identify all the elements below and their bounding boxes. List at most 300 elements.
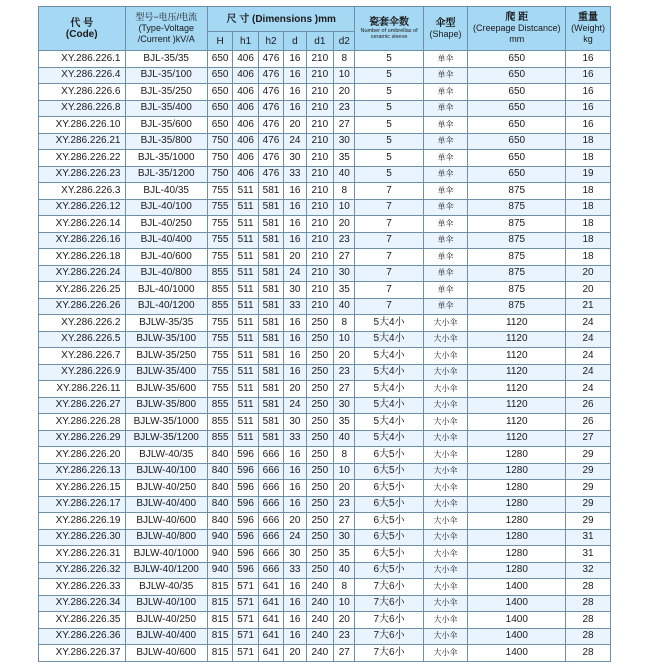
- cell-code: XY.286.226.12: [39, 199, 126, 216]
- cell-h1: 571: [233, 579, 258, 596]
- cell-h1: 406: [233, 67, 258, 84]
- cell-code: XY.286.226.32: [39, 562, 126, 579]
- cell-type: BJL-40/1200: [125, 298, 207, 315]
- cell-type: BJL-35/400: [125, 100, 207, 117]
- header-weight-en: (Weight): [571, 23, 605, 33]
- cell-h2: 476: [258, 166, 283, 183]
- cell-H: 855: [207, 430, 232, 447]
- cell-shape: 单伞: [423, 216, 468, 233]
- cell-code: XY.286.226.7: [39, 348, 126, 365]
- cell-d2: 20: [334, 480, 355, 497]
- cell-weight: 24: [566, 364, 611, 381]
- cell-weight: 24: [566, 381, 611, 398]
- cell-d2: 8: [334, 315, 355, 332]
- cell-code: XY.286.226.34: [39, 595, 126, 612]
- cell-H: 755: [207, 331, 232, 348]
- cell-umbrellas: 5大4小: [355, 381, 423, 398]
- cell-type: BJL-35/100: [125, 67, 207, 84]
- header-umbrellas: [355, 7, 423, 51]
- cell-umbrellas: 5: [355, 67, 423, 84]
- cell-code: XY.286.226.25: [39, 282, 126, 299]
- cell-H: 755: [207, 216, 232, 233]
- cell-creepage: 1280: [468, 496, 566, 513]
- cell-d1: 210: [306, 199, 333, 216]
- table-row: [39, 529, 611, 546]
- header-dim-d2: d2: [334, 32, 355, 51]
- cell-h2: 581: [258, 282, 283, 299]
- cell-d: 16: [284, 51, 306, 68]
- table-row: [39, 315, 611, 332]
- cell-d1: 250: [306, 496, 333, 513]
- cell-code: XY.286.226.1: [39, 51, 126, 68]
- cell-h1: 511: [233, 298, 258, 315]
- cell-d1: 210: [306, 183, 333, 200]
- cell-h2: 641: [258, 645, 283, 662]
- cell-H: 815: [207, 595, 232, 612]
- cell-weight: 28: [566, 579, 611, 596]
- header-shape-en: (Shape): [429, 28, 462, 39]
- table-row: [39, 513, 611, 530]
- cell-type: BJLW-35/400: [125, 364, 207, 381]
- table-row: [39, 595, 611, 612]
- cell-umbrellas: 6大5小: [355, 562, 423, 579]
- cell-d1: 250: [306, 430, 333, 447]
- cell-creepage: 1120: [468, 397, 566, 414]
- cell-d2: 30: [334, 529, 355, 546]
- cell-H: 855: [207, 298, 232, 315]
- cell-H: 650: [207, 100, 232, 117]
- cell-weight: 29: [566, 463, 611, 480]
- cell-umbrellas: 5大4小: [355, 315, 423, 332]
- cell-d2: 23: [334, 232, 355, 249]
- cell-weight: 19: [566, 166, 611, 183]
- cell-d: 16: [284, 364, 306, 381]
- cell-h1: 511: [233, 331, 258, 348]
- cell-creepage: 1280: [468, 447, 566, 464]
- cell-creepage: 650: [468, 84, 566, 101]
- cell-H: 755: [207, 199, 232, 216]
- cell-umbrellas: 5大4小: [355, 397, 423, 414]
- cell-umbrellas: 7: [355, 232, 423, 249]
- cell-type: BJLW-40/250: [125, 612, 207, 629]
- cell-h2: 581: [258, 315, 283, 332]
- cell-h2: 666: [258, 496, 283, 513]
- cell-creepage: 875: [468, 199, 566, 216]
- cell-shape: 大小伞: [423, 364, 468, 381]
- cell-shape: 大小伞: [423, 595, 468, 612]
- cell-type: BJL-40/400: [125, 232, 207, 249]
- cell-h1: 596: [233, 529, 258, 546]
- table-row: [39, 183, 611, 200]
- cell-shape: 大小伞: [423, 496, 468, 513]
- cell-h2: 476: [258, 67, 283, 84]
- cell-shape: 单伞: [423, 282, 468, 299]
- cell-umbrellas: 7大6小: [355, 628, 423, 645]
- cell-shape: 大小伞: [423, 546, 468, 563]
- cell-h2: 666: [258, 513, 283, 530]
- cell-type: BJLW-40/1200: [125, 562, 207, 579]
- spec-table: [38, 6, 611, 662]
- cell-creepage: 1280: [468, 562, 566, 579]
- cell-h1: 511: [233, 397, 258, 414]
- cell-h1: 511: [233, 364, 258, 381]
- cell-h1: 511: [233, 216, 258, 233]
- cell-d2: 10: [334, 199, 355, 216]
- cell-h2: 581: [258, 414, 283, 431]
- cell-umbrellas: 5大4小: [355, 414, 423, 431]
- cell-d1: 250: [306, 315, 333, 332]
- cell-h2: 581: [258, 265, 283, 282]
- cell-umbrellas: 7大6小: [355, 645, 423, 662]
- cell-d2: 8: [334, 447, 355, 464]
- cell-type: BJLW-35/800: [125, 397, 207, 414]
- cell-d2: 35: [334, 546, 355, 563]
- cell-creepage: 1400: [468, 628, 566, 645]
- cell-h2: 581: [258, 331, 283, 348]
- table-row: [39, 84, 611, 101]
- table-row: [39, 364, 611, 381]
- cell-d1: 250: [306, 480, 333, 497]
- table-row: [39, 265, 611, 282]
- cell-shape: 大小伞: [423, 579, 468, 596]
- header-type-en2: /Current )kV/A: [137, 34, 195, 44]
- cell-d1: 240: [306, 628, 333, 645]
- table-row: [39, 51, 611, 68]
- cell-d: 16: [284, 216, 306, 233]
- cell-H: 650: [207, 84, 232, 101]
- cell-d1: 250: [306, 463, 333, 480]
- cell-code: XY.286.226.23: [39, 166, 126, 183]
- table-row: [39, 232, 611, 249]
- cell-d1: 250: [306, 562, 333, 579]
- cell-umbrellas: 6大5小: [355, 496, 423, 513]
- cell-creepage: 1120: [468, 430, 566, 447]
- cell-weight: 29: [566, 513, 611, 530]
- table-row: [39, 117, 611, 134]
- cell-d2: 27: [334, 381, 355, 398]
- cell-h2: 581: [258, 364, 283, 381]
- cell-creepage: 1280: [468, 480, 566, 497]
- cell-code: XY.286.226.14: [39, 216, 126, 233]
- cell-h1: 406: [233, 166, 258, 183]
- cell-type: BJL-40/250: [125, 216, 207, 233]
- header-dim-h1: h1: [233, 32, 258, 51]
- cell-h2: 581: [258, 397, 283, 414]
- cell-d: 20: [284, 513, 306, 530]
- cell-type: BJLW-35/600: [125, 381, 207, 398]
- cell-d1: 210: [306, 51, 333, 68]
- cell-d: 16: [284, 183, 306, 200]
- table-row: [39, 463, 611, 480]
- cell-weight: 31: [566, 529, 611, 546]
- cell-d2: 23: [334, 100, 355, 117]
- cell-type: BJL-40/35: [125, 183, 207, 200]
- cell-d2: 27: [334, 513, 355, 530]
- cell-d1: 250: [306, 414, 333, 431]
- cell-h1: 596: [233, 447, 258, 464]
- cell-d: 16: [284, 447, 306, 464]
- cell-h1: 511: [233, 282, 258, 299]
- cell-d2: 27: [334, 645, 355, 662]
- cell-creepage: 1280: [468, 529, 566, 546]
- cell-d2: 23: [334, 364, 355, 381]
- cell-umbrellas: 6大5小: [355, 480, 423, 497]
- cell-d2: 35: [334, 414, 355, 431]
- cell-h1: 596: [233, 463, 258, 480]
- cell-d2: 20: [334, 612, 355, 629]
- cell-H: 750: [207, 166, 232, 183]
- cell-umbrellas: 6大5小: [355, 529, 423, 546]
- cell-H: 650: [207, 51, 232, 68]
- cell-h2: 581: [258, 183, 283, 200]
- cell-creepage: 1400: [468, 595, 566, 612]
- cell-h1: 511: [233, 199, 258, 216]
- cell-H: 755: [207, 364, 232, 381]
- cell-code: XY.286.226.6: [39, 84, 126, 101]
- cell-umbrellas: 7: [355, 249, 423, 266]
- cell-d1: 210: [306, 133, 333, 150]
- cell-code: XY.286.226.17: [39, 496, 126, 513]
- cell-code: XY.286.226.16: [39, 232, 126, 249]
- cell-d2: 30: [334, 397, 355, 414]
- cell-H: 855: [207, 265, 232, 282]
- cell-d1: 240: [306, 645, 333, 662]
- cell-code: XY.286.226.29: [39, 430, 126, 447]
- cell-d2: 27: [334, 117, 355, 134]
- cell-type: BJLW-35/250: [125, 348, 207, 365]
- cell-type: BJL-35/35: [125, 51, 207, 68]
- cell-h1: 511: [233, 315, 258, 332]
- cell-creepage: 1120: [468, 414, 566, 431]
- cell-h2: 641: [258, 612, 283, 629]
- cell-d1: 250: [306, 331, 333, 348]
- cell-d: 16: [284, 463, 306, 480]
- cell-umbrellas: 7: [355, 183, 423, 200]
- header-weight-unit: kg: [583, 34, 593, 44]
- cell-weight: 18: [566, 232, 611, 249]
- cell-weight: 21: [566, 298, 611, 315]
- cell-creepage: 1280: [468, 463, 566, 480]
- cell-H: 940: [207, 529, 232, 546]
- cell-H: 750: [207, 133, 232, 150]
- cell-shape: 单伞: [423, 166, 468, 183]
- cell-d: 24: [284, 397, 306, 414]
- header-creepage: [468, 7, 566, 51]
- cell-h2: 666: [258, 463, 283, 480]
- table-row: [39, 67, 611, 84]
- cell-d: 16: [284, 100, 306, 117]
- cell-d: 16: [284, 232, 306, 249]
- header-creepage-en: (Creepage Distcance): [472, 23, 561, 33]
- cell-h1: 596: [233, 562, 258, 579]
- table-row: [39, 249, 611, 266]
- cell-H: 815: [207, 579, 232, 596]
- cell-d: 24: [284, 265, 306, 282]
- cell-d: 30: [284, 150, 306, 167]
- cell-H: 755: [207, 183, 232, 200]
- cell-H: 755: [207, 348, 232, 365]
- cell-d: 33: [284, 430, 306, 447]
- cell-creepage: 1400: [468, 579, 566, 596]
- cell-d: 20: [284, 381, 306, 398]
- cell-creepage: 1280: [468, 546, 566, 563]
- cell-code: XY.286.226.18: [39, 249, 126, 266]
- cell-creepage: 875: [468, 265, 566, 282]
- table-row: [39, 199, 611, 216]
- cell-h1: 511: [233, 183, 258, 200]
- header-weight-cn: 重量: [578, 12, 599, 23]
- cell-h1: 571: [233, 612, 258, 629]
- cell-creepage: 875: [468, 232, 566, 249]
- cell-creepage: 875: [468, 282, 566, 299]
- cell-code: XY.286.226.31: [39, 546, 126, 563]
- cell-h2: 666: [258, 562, 283, 579]
- cell-d1: 210: [306, 150, 333, 167]
- cell-code: XY.286.226.36: [39, 628, 126, 645]
- cell-d: 16: [284, 595, 306, 612]
- cell-d: 16: [284, 612, 306, 629]
- cell-h2: 476: [258, 51, 283, 68]
- cell-weight: 29: [566, 496, 611, 513]
- cell-d1: 250: [306, 447, 333, 464]
- cell-d: 30: [284, 414, 306, 431]
- cell-d: 30: [284, 282, 306, 299]
- table-row: [39, 645, 611, 662]
- cell-h2: 581: [258, 249, 283, 266]
- header-dim-h2: h2: [258, 32, 283, 51]
- cell-creepage: 875: [468, 298, 566, 315]
- cell-umbrellas: 5大4小: [355, 331, 423, 348]
- cell-type: BJL-40/1000: [125, 282, 207, 299]
- cell-d2: 20: [334, 84, 355, 101]
- header-shape-cn: 伞型: [435, 17, 456, 29]
- cell-d: 16: [284, 84, 306, 101]
- cell-type: BJLW-40/600: [125, 645, 207, 662]
- cell-shape: 单伞: [423, 232, 468, 249]
- cell-type: BJL-35/1000: [125, 150, 207, 167]
- cell-code: XY.286.226.8: [39, 100, 126, 117]
- table-row: [39, 166, 611, 183]
- cell-weight: 18: [566, 133, 611, 150]
- cell-shape: 单伞: [423, 67, 468, 84]
- cell-shape: 大小伞: [423, 645, 468, 662]
- cell-d1: 210: [306, 84, 333, 101]
- cell-H: 755: [207, 232, 232, 249]
- cell-h1: 596: [233, 496, 258, 513]
- cell-d: 24: [284, 529, 306, 546]
- cell-code: XY.286.226.20: [39, 447, 126, 464]
- cell-umbrellas: 7大6小: [355, 612, 423, 629]
- cell-umbrellas: 5: [355, 51, 423, 68]
- cell-umbrellas: 7: [355, 199, 423, 216]
- cell-H: 855: [207, 397, 232, 414]
- cell-shape: 大小伞: [423, 463, 468, 480]
- header-dimensions: 尺 寸 (Dimensions )mm: [207, 7, 355, 32]
- cell-weight: 26: [566, 414, 611, 431]
- header-code-cn: 代 号: [70, 17, 94, 29]
- cell-H: 840: [207, 480, 232, 497]
- cell-shape: 单伞: [423, 84, 468, 101]
- cell-code: XY.286.226.2: [39, 315, 126, 332]
- table-row: [39, 397, 611, 414]
- cell-h1: 596: [233, 513, 258, 530]
- cell-d1: 210: [306, 282, 333, 299]
- cell-type: BJL-40/800: [125, 265, 207, 282]
- header-weight: [566, 7, 611, 51]
- cell-h1: 511: [233, 249, 258, 266]
- cell-H: 840: [207, 513, 232, 530]
- cell-d2: 40: [334, 562, 355, 579]
- cell-type: BJLW-35/100: [125, 331, 207, 348]
- cell-weight: 28: [566, 628, 611, 645]
- cell-umbrellas: 7: [355, 265, 423, 282]
- cell-shape: 单伞: [423, 133, 468, 150]
- cell-d: 20: [284, 645, 306, 662]
- cell-shape: 单伞: [423, 150, 468, 167]
- table-row: [39, 381, 611, 398]
- cell-d: 16: [284, 628, 306, 645]
- cell-d2: 20: [334, 348, 355, 365]
- cell-weight: 16: [566, 84, 611, 101]
- cell-h2: 581: [258, 348, 283, 365]
- cell-d2: 40: [334, 166, 355, 183]
- cell-d1: 210: [306, 298, 333, 315]
- cell-code: XY.286.226.9: [39, 364, 126, 381]
- cell-H: 840: [207, 463, 232, 480]
- cell-type: BJLW-40/400: [125, 496, 207, 513]
- cell-h1: 406: [233, 150, 258, 167]
- cell-weight: 16: [566, 67, 611, 84]
- cell-umbrellas: 7: [355, 282, 423, 299]
- cell-d1: 240: [306, 579, 333, 596]
- cell-creepage: 1120: [468, 315, 566, 332]
- cell-creepage: 1120: [468, 364, 566, 381]
- cell-creepage: 1400: [468, 612, 566, 629]
- cell-type: BJLW-35/1200: [125, 430, 207, 447]
- cell-h2: 641: [258, 595, 283, 612]
- cell-d2: 40: [334, 430, 355, 447]
- cell-d1: 210: [306, 216, 333, 233]
- cell-d1: 210: [306, 232, 333, 249]
- cell-h2: 581: [258, 199, 283, 216]
- cell-shape: 大小伞: [423, 348, 468, 365]
- cell-H: 650: [207, 117, 232, 134]
- cell-type: BJLW-40/100: [125, 463, 207, 480]
- cell-d: 20: [284, 249, 306, 266]
- cell-type: BJL-35/600: [125, 117, 207, 134]
- cell-creepage: 1120: [468, 381, 566, 398]
- cell-shape: 大小伞: [423, 447, 468, 464]
- cell-weight: 29: [566, 480, 611, 497]
- cell-shape: 大小伞: [423, 315, 468, 332]
- cell-weight: 26: [566, 397, 611, 414]
- cell-d: 16: [284, 67, 306, 84]
- header-dim-d: d: [284, 32, 306, 51]
- cell-weight: 24: [566, 348, 611, 365]
- cell-H: 940: [207, 562, 232, 579]
- cell-H: 815: [207, 628, 232, 645]
- cell-weight: 28: [566, 645, 611, 662]
- cell-d: 33: [284, 166, 306, 183]
- cell-shape: 大小伞: [423, 480, 468, 497]
- cell-weight: 18: [566, 150, 611, 167]
- cell-code: XY.286.226.4: [39, 67, 126, 84]
- cell-h1: 406: [233, 100, 258, 117]
- cell-creepage: 875: [468, 183, 566, 200]
- cell-type: BJLW-35/1000: [125, 414, 207, 431]
- table-row: [39, 612, 611, 629]
- header-type-en1: (Type-Voltage: [138, 23, 194, 33]
